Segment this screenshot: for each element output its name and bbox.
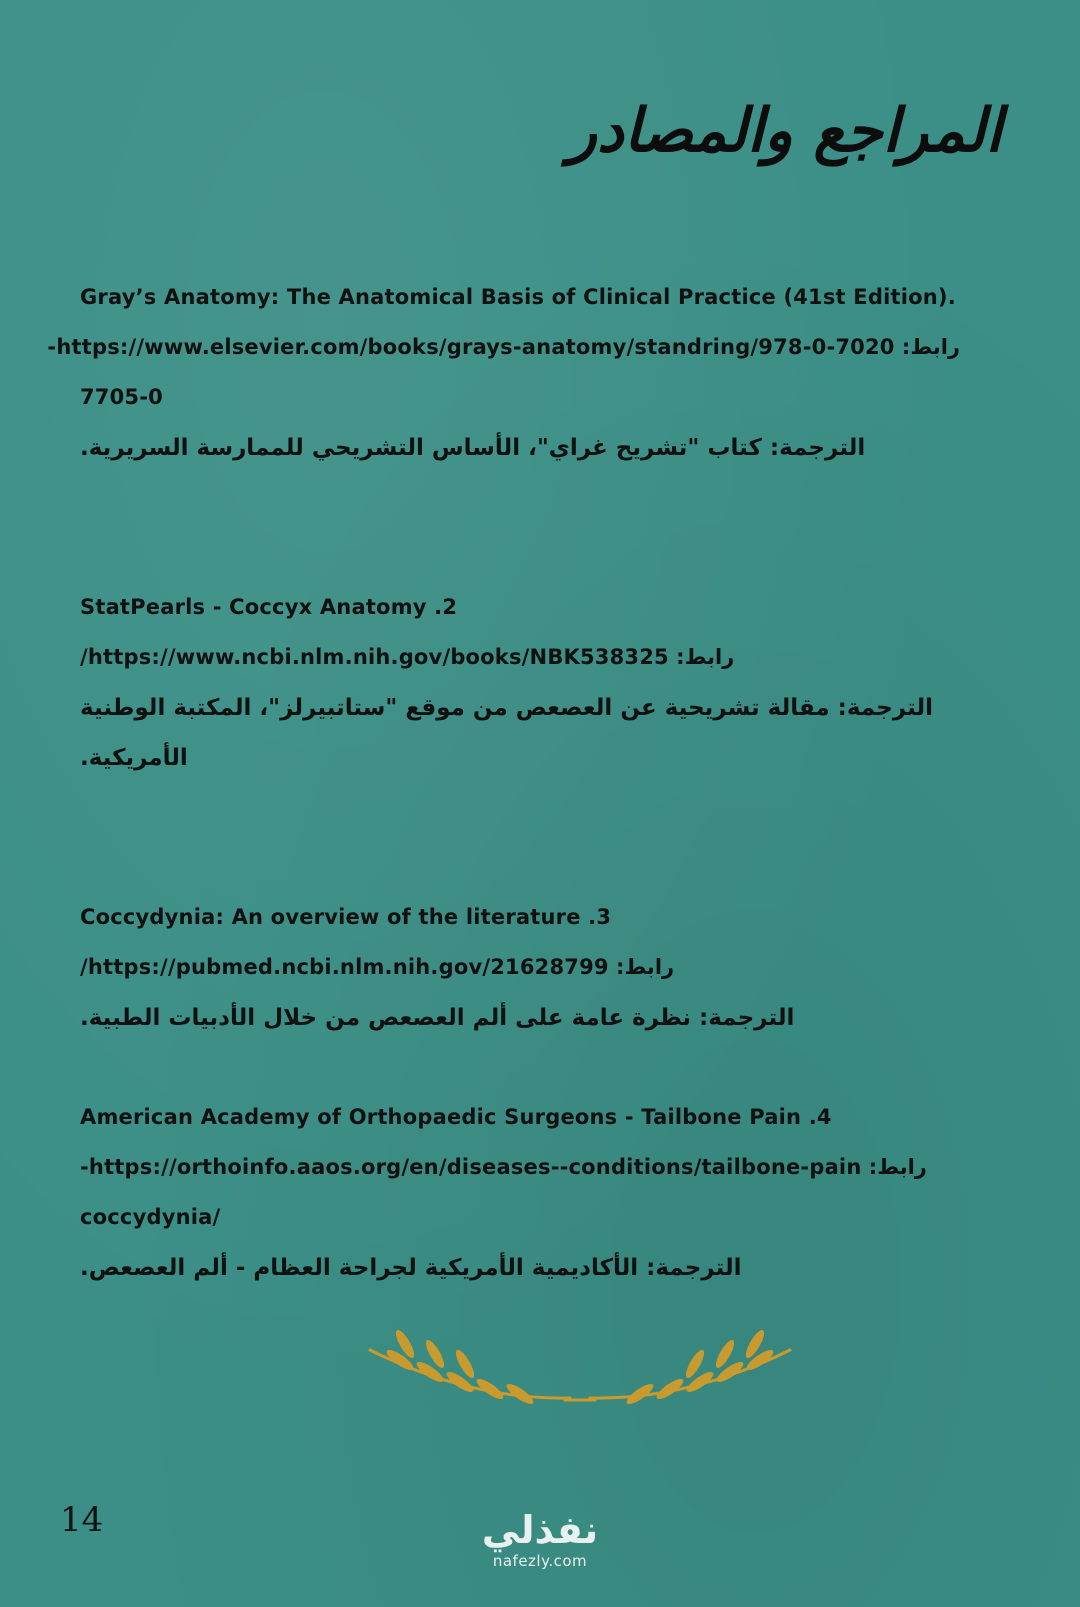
reference-4-link-continued[interactable]: coccydynia/: [80, 1205, 221, 1229]
page-number: 14: [60, 1500, 104, 1540]
reference-3-citation: Coccydynia: An overview of the literature .3: [80, 905, 612, 929]
reference-1-citation: Gray’s Anatomy: The Anatomical Basis of Clinical Practice (41st Edition).: [80, 285, 956, 309]
page-title: المراجع والمصادر: [568, 96, 1002, 166]
reference-4-link[interactable]: رابط: https://orthoinfo.aaos.org/en/diseases--conditions/tailbone-pain-: [80, 1155, 927, 1179]
reference-2-link[interactable]: رابط: https://www.ncbi.nlm.nih.gov/books/NBK538325/: [80, 645, 735, 669]
reference-1-translation: الترجمة: كتاب "تشريح غراي"، الأساس التشريحي للممارسة السريرية.: [80, 435, 866, 461]
reference-2-translation-continued: الأمريكية.: [80, 745, 188, 771]
reference-2-translation: الترجمة: مقالة تشريحية عن العصعص من موقع "ستاتبيرلز"، المكتبة الوطنية: [80, 695, 934, 721]
nafezly-logo: [470, 1508, 610, 1570]
reference-1-link[interactable]: رابط: https://www.elsevier.com/books/grays-anatomy/standring/978-0-7020-: [47, 335, 960, 359]
reference-4-citation: American Academy of Orthopaedic Surgeons - Tailbone Pain .4: [80, 1105, 832, 1129]
laurel-ornament-icon: [360, 1330, 800, 1420]
logo-url-text: nafezly.com: [492, 1552, 588, 1570]
reference-1-link-continued[interactable]: 7705-0: [80, 385, 163, 409]
logo-arabic-text: نفذلي: [481, 1508, 599, 1552]
reference-2-citation: StatPearls - Coccyx Anatomy .2: [80, 595, 458, 619]
reference-3-translation: الترجمة: نظرة عامة على ألم العصعص من خلال الأدبيات الطبية.: [80, 1005, 795, 1031]
reference-3-link[interactable]: رابط: https://pubmed.ncbi.nlm.nih.gov/21628799/: [80, 955, 675, 979]
reference-4-translation: الترجمة: الأكاديمية الأمريكية لجراحة العظام - ألم العصعص.: [80, 1255, 742, 1281]
